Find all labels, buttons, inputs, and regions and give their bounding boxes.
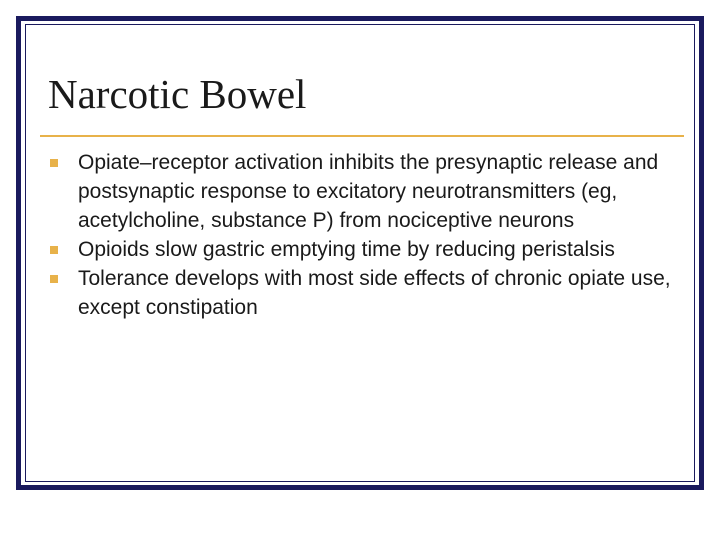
bullet-text: Tolerance develops with most side effects of chronic opiate use, except constipation — [78, 267, 671, 319]
square-bullet-icon — [50, 246, 58, 254]
bullet-item — [50, 264, 680, 322]
bullet-text: Opiate–receptor activation inhibits the presynaptic release and postsynaptic response to excitatory neurotransmitters (eg, acetylcholine, substance P) from nociceptive neurons — [78, 151, 659, 232]
bullet-text: Opioids slow gastric emptying time by reducing peristalsis — [78, 238, 615, 261]
square-bullet-icon — [50, 275, 58, 283]
slide-title: Narcotic Bowel — [48, 71, 307, 117]
title-divider — [40, 135, 684, 137]
bullet-item — [50, 235, 680, 264]
bullet-list — [50, 148, 680, 322]
square-bullet-icon — [50, 159, 58, 167]
bullet-item — [50, 148, 680, 235]
